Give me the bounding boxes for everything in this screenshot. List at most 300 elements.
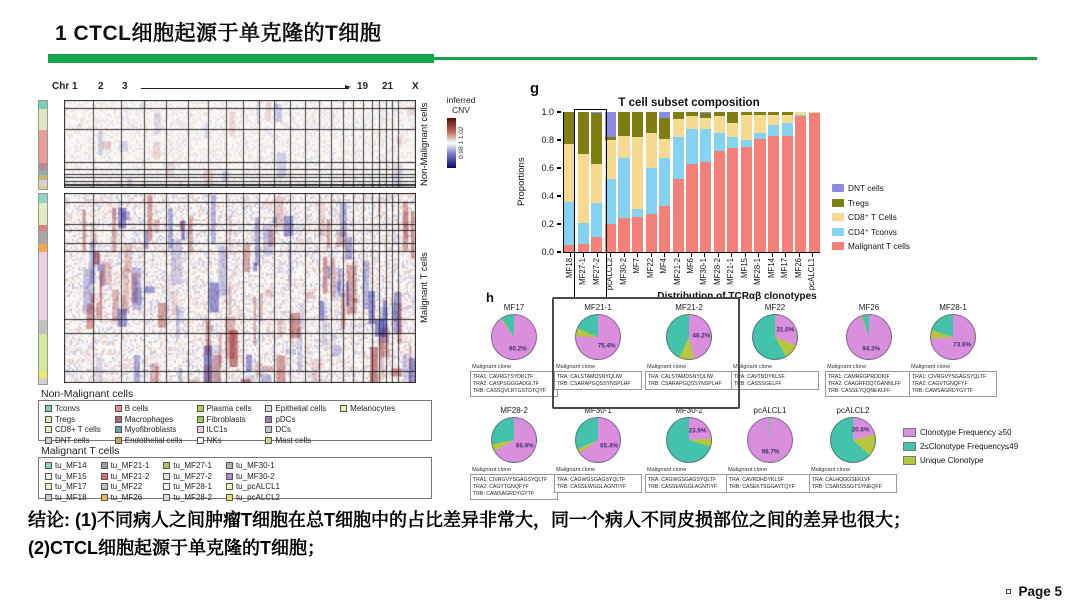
legend-column: [45, 404, 101, 445]
pie-chart-pcALCL1: [747, 417, 793, 463]
bar-segment: [632, 217, 643, 252]
pie-panel-title: Distribution of TCRαβ clonotypes: [657, 291, 817, 302]
y-tick-label: 0.4: [541, 190, 554, 201]
title-underline-line: [434, 57, 1037, 60]
legend-label: CD8+ T cells: [55, 425, 101, 434]
clone-sequence-line: TRB: CAWSAGRDYGYTF: [473, 490, 534, 497]
clone-sequence-box-MF28-2: [470, 474, 558, 500]
clone-sequence-box-MF22: [731, 371, 819, 390]
pie-title-MF21-1: MF21-1: [584, 303, 612, 312]
bar-segment: [741, 115, 752, 140]
bar-segment: [700, 118, 711, 129]
legend-label: tu_MF14: [55, 461, 87, 470]
chr-axis-label-1: Chr 1: [52, 81, 78, 92]
legend-swatch: [45, 426, 52, 433]
bar-segment: [618, 112, 629, 136]
pie-title-MF26: MF26: [858, 303, 880, 312]
heatmap-row-label-malignant: Malignant T cells: [419, 252, 430, 324]
pie-chart-MF26: [846, 314, 892, 360]
legend-column: [340, 404, 395, 437]
bar-chart-title: T cell subset composition: [618, 97, 760, 109]
bar-MF21-2: [673, 112, 684, 252]
legend-swatch: [45, 416, 52, 423]
legend-swatch: [903, 428, 916, 437]
bar-segment: [768, 115, 779, 125]
bar-pcALCL1: [809, 112, 820, 252]
clone-sequence-line: TRB: CSARAPGQSSYNSPLHF: [557, 380, 631, 387]
colorbar-tick-labels: 0.98 1 1.02: [458, 126, 465, 160]
chr-axis-label-19: 19: [357, 81, 369, 92]
pie-percent-label: 31.0%: [776, 326, 795, 334]
x-tick: [704, 253, 705, 257]
clone-sequence-line: TRA2: CASPSGGGADGLTF: [473, 380, 539, 387]
bar-segment: [564, 245, 575, 252]
legend-item-tu-mf14: [45, 461, 87, 470]
legend-item-tregs: [832, 198, 910, 208]
bar-MF15: [741, 112, 752, 252]
legend-swatch: [903, 456, 916, 465]
legend-swatch: [226, 473, 233, 480]
annotation-segment: [39, 101, 47, 109]
page-title: 1 CTCL细胞起源于单克隆的T细胞: [55, 22, 382, 45]
pie-percent-label: 20.8%: [851, 426, 870, 434]
legend-swatch: [226, 494, 233, 501]
legend-item-ilc1s: [197, 425, 252, 434]
legend-column: [197, 404, 252, 445]
y-tick: [557, 139, 561, 141]
chr-axis-label-3: 3: [122, 81, 128, 92]
legend-label: tu_MF30-1: [235, 461, 275, 470]
bar-MF4: [659, 112, 670, 252]
x-tick: [637, 253, 638, 257]
legend-label: Tconvs: [55, 404, 80, 413]
clone-sequence-line: TRA: CAGWGSGAGSYQLTF: [648, 476, 717, 483]
pie-MF21-1: [554, 303, 642, 390]
bar-segment: [714, 133, 725, 151]
bar-segment: [632, 112, 643, 137]
legend-item-tu-mf28-1: [163, 482, 212, 491]
bar-MF6: [686, 112, 697, 252]
x-tick: [772, 253, 773, 257]
x-label-MF4: MF4: [659, 258, 669, 274]
malignant-clone-caption: Malignant clone: [911, 364, 951, 370]
legend-box-nonmalignant: [38, 400, 432, 445]
legend-item-tu-mf30-1: [226, 461, 280, 470]
x-label-MF30-1: MF30-1: [699, 258, 709, 285]
pie-title-pcALCL1: pcALCL1: [753, 406, 787, 415]
x-label-MF14: MF14: [766, 258, 776, 278]
malignant-clone-caption: Malignant clone: [556, 467, 596, 473]
pie-percent-label: 90.2%: [508, 345, 527, 353]
bar-chart-plot-area: [563, 112, 820, 253]
clone-sequence-line: TRA: CALSTAMDSNYQLIW: [648, 373, 714, 380]
x-label-MF28-2: MF28-2: [712, 258, 722, 285]
x-label-MF21-1: MF21-1: [726, 258, 736, 285]
clone-sequence-line: TRA: CAGWGSGAGSYQLTF: [557, 476, 626, 483]
pie-percent-label: 66.9%: [515, 442, 534, 450]
legend-item-clonotype-frequency-50: [903, 428, 1018, 437]
bar-segment: [564, 112, 575, 144]
y-tick-label: 0.8: [541, 134, 554, 145]
bar-segment: [578, 244, 589, 252]
malignant-clone-caption: Malignant clone: [556, 364, 596, 370]
clone-sequence-box-MF28-1: [909, 371, 997, 397]
bar-segment: [605, 140, 616, 179]
x-label-pcALCL2: pcALCL2: [605, 258, 615, 291]
pie-MF30-1: [554, 406, 642, 493]
x-tick: [785, 253, 786, 257]
pie-percent-label: 65.4%: [600, 442, 618, 450]
pie-chart-MF30-2: [666, 417, 712, 463]
bar-segment: [646, 133, 657, 168]
legend-label: CD8⁺ T Cells: [848, 212, 897, 222]
bar-segment: [605, 224, 616, 252]
pie-title-MF30-2: MF30-2: [675, 406, 703, 415]
legend-item-tregs: [45, 415, 101, 424]
y-tick-label: 1.0: [541, 106, 554, 117]
y-tick: [557, 251, 561, 253]
bar-MF28-2: [714, 112, 725, 252]
bar-MF14: [768, 112, 779, 252]
bar-segment: [782, 123, 793, 136]
legend-item-dnt-cells: [832, 183, 910, 193]
legend-item-melanocytes: [340, 404, 395, 413]
x-label-pcALCL1: pcALCL1: [807, 258, 817, 291]
annotation-segment: [39, 320, 47, 333]
clone-sequence-box-MF17: [470, 371, 558, 397]
cnv-heatmap-nonmalignant: [64, 100, 416, 188]
legend-label: tu_MF28-1: [173, 482, 212, 491]
legend-item-tu-mf26: [101, 493, 150, 502]
legend-label: Tregs: [55, 414, 76, 424]
malignant-clone-caption: Malignant clone: [811, 467, 851, 473]
clone-sequence-line: TRA: CAVTNDYKLSF: [734, 373, 785, 380]
bar-MF26: [795, 112, 806, 252]
legend-label: tu_MF27-1: [173, 461, 212, 470]
y-tick-label: 0.6: [541, 162, 554, 173]
title-underline-bar: [48, 54, 434, 63]
legend-item-dcs: [265, 425, 326, 434]
chr-axis-label-21: 21: [382, 81, 394, 92]
bar-segment: [782, 136, 793, 252]
legend-swatch: [163, 462, 170, 469]
legend-column: [45, 461, 87, 502]
x-tick: [624, 253, 625, 257]
legend-label: 2≤Clonotype Frequency≤49: [920, 442, 1019, 451]
legend-label: tu_MF17: [55, 482, 87, 491]
clone-sequence-line: TRA1: CAVRGTSYDKLTF;: [473, 373, 535, 380]
legend-item-b-cells: [115, 404, 183, 413]
clone-sequence-line: TRB: CAWSAGRDYGYTF: [912, 387, 973, 394]
pie-chart-pcALCL2: [830, 417, 876, 463]
row-annotation-strip-malignant: [38, 193, 48, 385]
legend-box-malignant: [38, 457, 432, 502]
legend-item-plasma-cells: [197, 404, 252, 413]
bar-segment: [564, 144, 575, 201]
bar-segment: [809, 113, 820, 252]
bar-segment: [605, 112, 616, 137]
bar-segment: [646, 214, 657, 252]
y-tick: [557, 167, 561, 169]
bar-segment: [578, 223, 589, 244]
legend-swatch: [45, 405, 52, 412]
x-tick: [583, 253, 584, 257]
legend-swatch: [340, 405, 347, 412]
bar-MF30-1: [700, 112, 711, 252]
legend-swatch: [197, 405, 204, 412]
x-tick: [731, 253, 732, 257]
legend-item-cd4-tconvs: [832, 227, 910, 237]
legend-swatch: [265, 426, 272, 433]
malignant-clone-caption: Malignant clone: [472, 467, 512, 473]
legend-swatch: [163, 473, 170, 480]
clone-sequence-line: TRA: CALHQGGSEKLVF: [812, 476, 871, 483]
footer-square-icon: [1006, 589, 1011, 594]
malignant-clone-caption: Malignant clone: [647, 467, 687, 473]
bar-segment: [686, 164, 697, 252]
x-tick: [758, 253, 759, 257]
conclusion-line-2: (2)CTCL细胞起源于单克隆的T细胞；: [28, 538, 325, 558]
bar-chart-y-axis-label: Proportions: [516, 157, 527, 207]
legend-label: Tregs: [848, 197, 869, 208]
legend-swatch: [45, 473, 52, 480]
bar-segment: [768, 125, 779, 136]
x-label-MF22: MF22: [645, 258, 655, 278]
pie-pcALCL2: [809, 406, 897, 493]
legend-label: Clonotype Frequency ≥50: [920, 428, 1012, 437]
pie-title-MF28-2: MF28-2: [500, 406, 528, 415]
pie-chart-MF30-1: [575, 417, 621, 463]
page-number: Page 5: [1018, 584, 1062, 599]
bar-segment: [618, 218, 629, 252]
legend-item-2-clonotype-frequency-49: [903, 442, 1018, 451]
legend-swatch: [45, 462, 52, 469]
legend-item-epithelial-cells: [265, 404, 326, 413]
page-footer: [1006, 584, 1062, 599]
clone-sequence-line: TRA2: CAAGRFDQTGANNLFF: [828, 380, 901, 387]
legend-swatch: [265, 416, 272, 423]
x-tick: [812, 253, 813, 257]
bar-segment: [741, 140, 752, 147]
pie-legend: [903, 428, 1018, 465]
x-label-MF17: MF17: [780, 258, 790, 278]
pie-title-MF28-1: MF28-1: [939, 303, 967, 312]
legend-item-tu-mf27-2: [163, 472, 212, 481]
legend-swatch: [101, 494, 108, 501]
pie-MF26: [825, 303, 913, 397]
clone-sequence-line: TRB: CASSEYQQNEKLFF: [828, 387, 891, 394]
bar-MF27-2: [591, 112, 602, 252]
clone-sequence-box-pcALCL1: [726, 474, 814, 493]
legend-item-tu-mf21-1: [101, 461, 150, 470]
legend-swatch: [45, 437, 52, 444]
x-tick: [799, 253, 800, 257]
clone-sequence-line: TRA1: CIVRGVYSGAGSYQLTF: [473, 476, 548, 483]
legend-swatch: [197, 426, 204, 433]
legend-swatch: [197, 416, 204, 423]
annotation-segment: [39, 244, 47, 252]
pie-MF22: [731, 303, 819, 390]
bar-segment: [727, 123, 738, 137]
legend-item-cd8-t-cells: [832, 212, 910, 222]
legend-item-tu-mf15: [45, 472, 87, 481]
bar-segment: [618, 158, 629, 218]
y-tick-label: 0.2: [541, 218, 554, 229]
legend-item-tu-mf30-2: [226, 472, 280, 481]
bar-MF27-1: [578, 112, 589, 252]
pie-MF28-2: [470, 406, 558, 500]
x-tick: [664, 253, 665, 257]
bar-MF17: [782, 112, 793, 252]
legend-label: pDCs: [275, 414, 296, 424]
legend-swatch: [226, 462, 233, 469]
bar-MF28-1: [754, 112, 765, 252]
legend-swatch: [45, 494, 52, 501]
bar-segment: [714, 116, 725, 133]
bar-MF21-1: [727, 112, 738, 252]
legend-item-tu-pcalcl2: [226, 493, 280, 502]
legend-label: ILC1s: [206, 425, 228, 434]
malignant-clone-caption: Malignant clone: [827, 364, 867, 370]
legend-swatch: [115, 416, 122, 423]
legend-label: CD4⁺ Tconvs: [848, 226, 897, 237]
pie-MF30-2: [645, 406, 733, 493]
legend-swatch: [832, 199, 844, 207]
pie-chart-MF28-2: [491, 417, 537, 463]
clone-sequence-box-MF30-2: [645, 474, 733, 493]
legend-label: DNT cells: [55, 435, 90, 445]
y-tick: [557, 195, 561, 197]
pie-percent-label: 94.3%: [862, 345, 881, 353]
bar-segment: [714, 151, 725, 252]
x-tick: [597, 253, 598, 257]
annotation-segment: [39, 186, 47, 189]
bar-segment: [673, 119, 684, 137]
malignant-clone-caption: Malignant clone: [728, 467, 768, 473]
legend-item-endothelial-cells: [115, 436, 183, 445]
clone-sequence-line: TRB: CASSQVLRTGSTDTQYF: [473, 387, 546, 394]
annotation-segment: [39, 203, 47, 226]
cnv-heatmap-malignant: [64, 193, 416, 383]
pie-chart-MF22: [752, 314, 798, 360]
bar-pcALCL2: [605, 112, 616, 252]
bar-segment: [795, 116, 806, 252]
clone-sequence-line: TRB: CASSEWGGLAGNTIYF: [648, 483, 718, 490]
x-label-MF27-2: MF27-2: [591, 258, 601, 285]
panel-h-label: h: [486, 290, 494, 305]
legend-swatch: [832, 184, 844, 192]
bar-segment: [591, 203, 602, 237]
bar-segment: [618, 136, 629, 158]
cnv-colorbar: [447, 118, 456, 168]
pie-percent-label: 23.9%: [688, 427, 707, 435]
legend-title-nonmalignant: Non-Malignant cells: [41, 388, 134, 400]
legend-item-unique-clonotype: [903, 456, 1018, 465]
pie-MF28-1: [909, 303, 997, 397]
x-label-MF18: MF18: [564, 258, 574, 278]
legend-item-fibroblasts: [197, 415, 252, 424]
x-tick: [718, 253, 719, 257]
legend-item-tu-mf17: [45, 482, 87, 491]
chr-axis-label-x: X: [412, 81, 419, 92]
legend-label: Epithelial cells: [275, 404, 327, 413]
bar-segment: [700, 129, 711, 163]
legend-swatch: [226, 483, 233, 490]
bar-MF18: [564, 112, 575, 252]
x-label-MF15: MF15: [739, 258, 749, 278]
y-tick: [557, 111, 561, 113]
legend-swatch: [115, 426, 122, 433]
y-tick-label: 0.0: [541, 246, 554, 257]
bar-segment: [659, 139, 670, 159]
legend-label: Malignant T cells: [848, 241, 910, 251]
annotation-segment: [39, 378, 47, 384]
chr-axis-label-2: 2: [98, 81, 104, 92]
legend-label: tu_MF21-2: [110, 471, 150, 481]
bar-segment: [754, 115, 765, 133]
bar-segment: [564, 202, 575, 245]
bar-segment: [659, 158, 670, 206]
pie-percent-label: 73.6%: [953, 341, 972, 349]
legend-title-malignant: Malignant T cells: [41, 445, 120, 457]
legend-label: Unique Clonotype: [920, 456, 984, 465]
legend-item-myofibroblasts: [115, 425, 183, 434]
x-tick: [745, 253, 746, 257]
bar-segment: [686, 129, 697, 164]
x-label-MF6: MF6: [686, 258, 695, 274]
pie-title-MF22: MF22: [764, 303, 786, 312]
clone-sequence-box-MF26: [825, 371, 913, 397]
bar-MF30-2: [618, 112, 629, 252]
legend-label: DCs: [275, 425, 292, 434]
pie-title-MF30-1: MF30-1: [584, 406, 612, 415]
annotation-segment: [39, 231, 47, 244]
clone-sequence-box-MF30-1: [554, 474, 642, 493]
legend-label: Macrophages: [124, 414, 174, 424]
clone-sequence-line: TRB: CASSSGELFF: [734, 380, 782, 387]
legend-swatch: [832, 228, 844, 236]
pie-title-MF21-2: MF21-2: [675, 303, 703, 312]
legend-label: tu_MF26: [110, 492, 143, 502]
legend-label: Mast cells: [275, 435, 312, 445]
heatmap-row-label-nonmalignant: Non-Malignant cells: [419, 102, 430, 186]
pie-chart-MF17: [491, 314, 537, 360]
annotation-segment: [39, 252, 47, 320]
pie-percent-label: 98.7%: [761, 448, 780, 456]
legend-label: NKs: [206, 435, 222, 445]
bar-segment: [632, 209, 643, 217]
bar-segment: [700, 162, 711, 252]
bar-segment: [673, 112, 684, 119]
legend-item-tu-mf21-2: [101, 472, 150, 481]
bar-segment: [591, 113, 602, 163]
bar-segment: [646, 168, 657, 214]
legend-item-mast-cells: [265, 436, 326, 445]
legend-column: [265, 404, 327, 445]
bar-segment: [632, 137, 643, 208]
bar-segment: [673, 179, 684, 252]
x-label-MF28-1: MF28-1: [753, 258, 763, 285]
legend-swatch: [265, 437, 272, 444]
bar-segment: [673, 137, 684, 179]
chr-axis-arrow: [141, 88, 349, 89]
legend-label: tu_pcALCL1: [235, 482, 280, 491]
bar-MF22: [646, 112, 657, 252]
clone-sequence-line: TRB: CSARAPGQSSYNSPLHF: [648, 380, 722, 387]
legend-label: tu_MF21-1: [110, 461, 150, 470]
clone-sequence-line: TRA: CALSTAMDSNYQLIW: [557, 373, 623, 380]
legend-item-nks: [197, 436, 252, 445]
